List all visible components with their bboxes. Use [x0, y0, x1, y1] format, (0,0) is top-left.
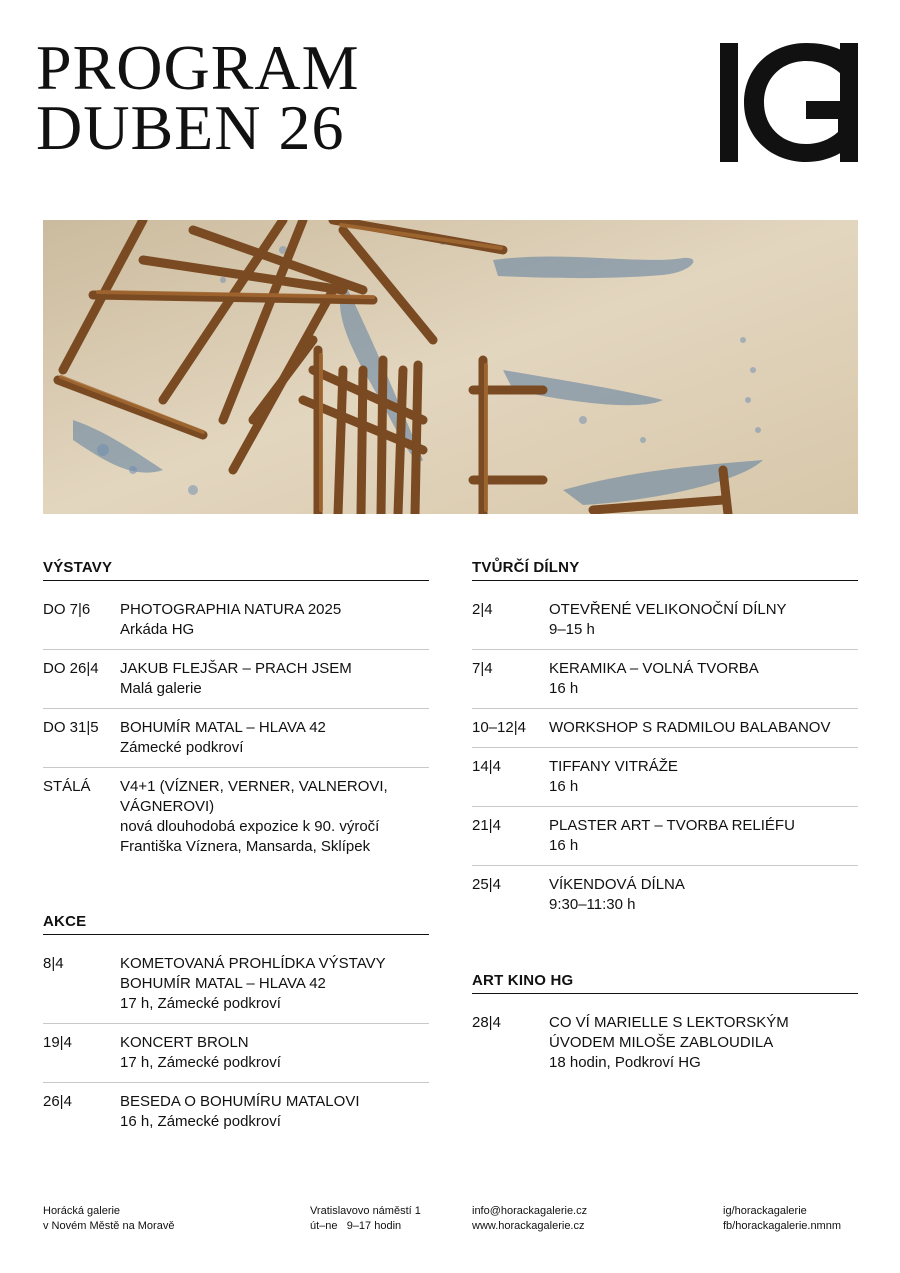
entry-date: 25|4	[472, 876, 501, 893]
entry-title: OTEVŘENÉ VELIKONOČNÍ DÍLNY	[549, 601, 787, 618]
section-akce	[43, 913, 429, 1141]
list-item	[472, 807, 858, 866]
title-line-program: PROGRAM	[36, 32, 360, 103]
footer-facebook-link[interactable]: fb/horackagalerie.nmnm	[723, 1220, 842, 1232]
entry-detail: 18 hodin, Podkroví HG	[549, 1054, 701, 1071]
entry-title: BESEDA O BOHUMÍRU MATALOVI	[120, 1093, 360, 1110]
section-heading: VÝSTAVY	[43, 559, 429, 581]
footer-social	[723, 1204, 841, 1234]
entry-title: BOHUMÍR MATAL – HLAVA 42	[120, 719, 326, 736]
footer-hours: út–ne 9–17 hodin	[310, 1220, 402, 1232]
entry-title: VÍKENDOVÁ DÍLNA	[549, 876, 685, 893]
entry-title: WORKSHOP S RADMILOU BALABANOV	[549, 719, 831, 736]
footer-contact	[472, 1204, 587, 1234]
entry-detail: 9:30–11:30 h	[549, 896, 636, 913]
list-item	[472, 650, 858, 709]
entry-date: 2|4	[472, 601, 493, 618]
section-heading: ART KINO HG	[472, 972, 858, 994]
entry-date: DO 31|5	[43, 719, 99, 736]
entry-title: KOMETOVANÁ PROHLÍDKA VÝSTAVY BOHUMÍR MATAL – HLAVA 42	[120, 955, 386, 992]
footer-address	[310, 1204, 421, 1234]
footer-instagram-link[interactable]: ig/horackagalerie	[723, 1205, 807, 1217]
entry-title: PLASTER ART – TVORBA RELIÉFU	[549, 817, 795, 834]
entry-detail: 16 h	[549, 778, 579, 795]
list-item	[472, 591, 858, 650]
entry-date: STÁLÁ	[43, 778, 91, 795]
entry-date: DO 7|6	[43, 601, 91, 618]
entry-detail: Malá galerie	[120, 680, 202, 697]
section-art-kino	[472, 972, 858, 1082]
entry-detail: Arkáda HG	[120, 621, 195, 638]
entry-title: JAKUB FLEJŠAR – PRACH JSEM	[120, 660, 352, 677]
entry-date: 14|4	[472, 758, 501, 775]
entry-title: TIFFANY VITRÁŽE	[549, 758, 678, 775]
list-item	[43, 650, 429, 709]
entry-detail: 16 h, Zámecké podkroví	[120, 1113, 281, 1130]
footer-gallery-name	[43, 1204, 174, 1234]
list-item	[43, 709, 429, 768]
entry-detail: 17 h, Zámecké podkroví	[120, 995, 281, 1012]
list-item	[472, 1004, 858, 1082]
footer-address-line: Vratislavovo náměstí 1	[310, 1205, 421, 1217]
entry-date: 7|4	[472, 660, 493, 677]
section-vystavy	[43, 559, 429, 866]
footer-name-line: Horácká galerie	[43, 1205, 121, 1217]
list-item	[43, 768, 429, 866]
entry-title: KERAMIKA – VOLNÁ TVORBA	[549, 660, 759, 677]
entry-title: CO VÍ MARIELLE S LEKTORSKÝM ÚVODEM MILOŠE ZABLOUDILA	[549, 1014, 789, 1051]
footer-email-link[interactable]: info@horackagalerie.cz	[472, 1205, 588, 1217]
artwork-image	[43, 220, 858, 514]
footer-web-link[interactable]: www.horackagalerie.cz	[472, 1220, 585, 1232]
list-item	[472, 748, 858, 807]
section-heading: TVŮRČÍ DÍLNY	[472, 559, 858, 581]
entry-detail: nová dlouhodobá expozice k 90. výročí Františka Víznera, Mansarda, Sklípek	[120, 818, 380, 855]
entry-detail: 16 h	[549, 680, 579, 697]
section-tvurci-dilny	[472, 559, 858, 924]
entry-date: 28|4	[472, 1014, 501, 1031]
entry-detail: 17 h, Zámecké podkroví	[120, 1054, 281, 1071]
entry-date: 26|4	[43, 1093, 72, 1110]
page-title	[36, 32, 360, 163]
entry-date: 21|4	[472, 817, 501, 834]
entry-date: 19|4	[43, 1034, 72, 1051]
list-item	[472, 709, 858, 748]
entry-date: DO 26|4	[43, 660, 99, 677]
section-heading: AKCE	[43, 913, 429, 935]
footer-name-line: v Novém Městě na Moravě	[43, 1220, 175, 1232]
title-line-month: DUBEN 26	[36, 92, 345, 163]
entry-title: V4+1 (VÍZNER, VERNER, VALNEROVI, VÁGNEROVI)	[120, 778, 388, 815]
entry-detail: 9–15 h	[549, 621, 595, 638]
list-item	[472, 866, 858, 924]
list-item	[43, 591, 429, 650]
entry-title: PHOTOGRAPHIA NATURA 2025	[120, 601, 342, 618]
entry-title: KONCERT BROLN	[120, 1034, 249, 1051]
entry-detail: 16 h	[549, 837, 579, 854]
entry-date: 10–12|4	[472, 719, 526, 736]
list-item	[43, 1083, 429, 1141]
entry-detail: Zámecké podkroví	[120, 739, 244, 756]
hg-logo	[720, 43, 858, 162]
entry-date: 8|4	[43, 955, 64, 972]
list-item	[43, 1024, 429, 1083]
list-item	[43, 945, 429, 1024]
